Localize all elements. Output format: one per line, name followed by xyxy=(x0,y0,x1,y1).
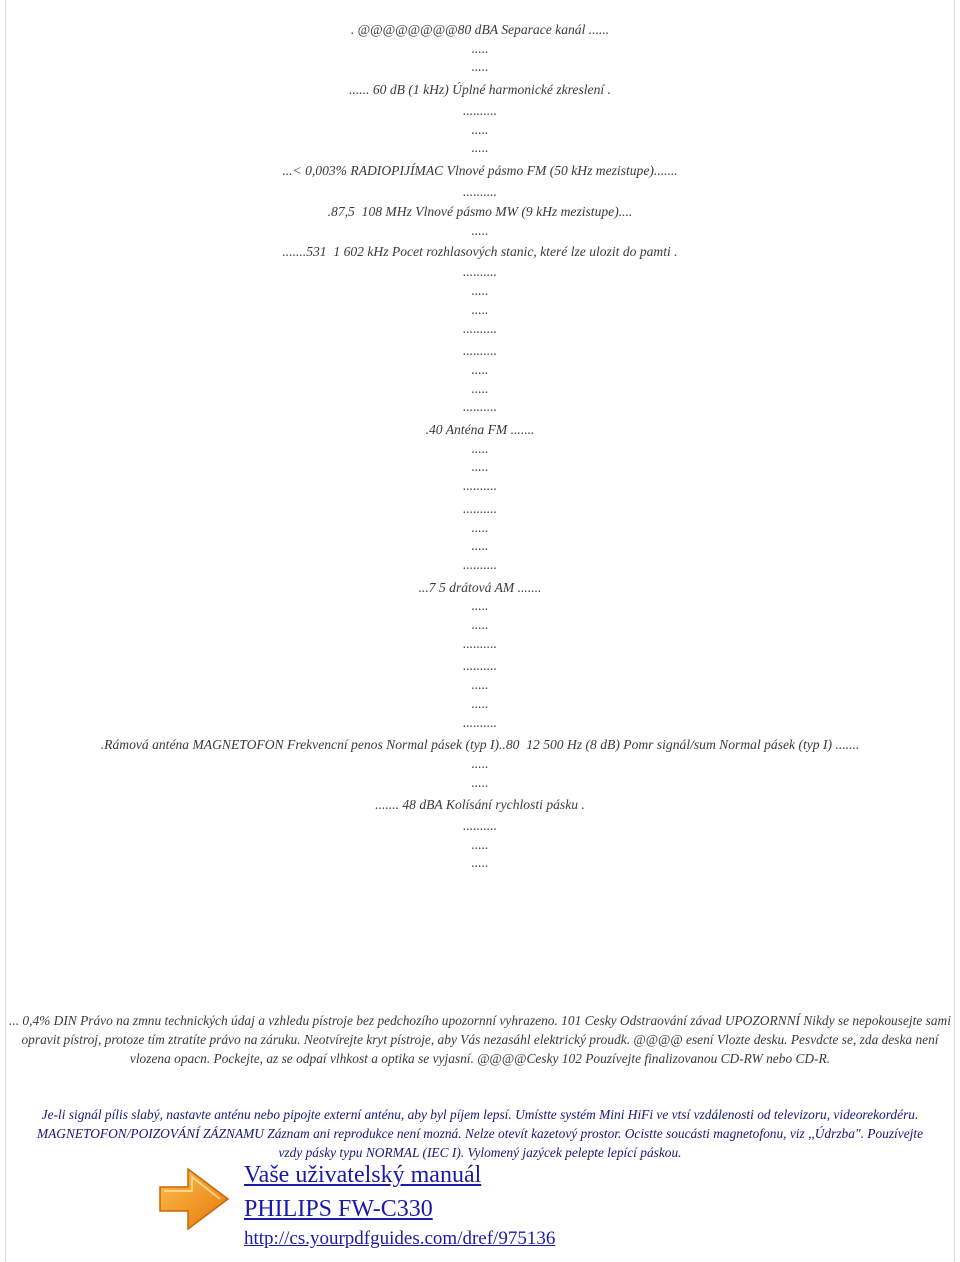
spec-line: ..... xyxy=(471,538,489,554)
spec-line: .......... xyxy=(463,320,497,336)
spec-line: ...< 0,003% RADIOPIJÍMAC Vlnové pásmo FM (50 kHz mezistupe)....... xyxy=(282,162,678,178)
spec-line: ..... xyxy=(471,301,489,317)
spec-line: ..... xyxy=(471,836,489,852)
spec-line: ..... xyxy=(471,59,489,75)
spec-line: ..... xyxy=(471,598,489,614)
spec-line: .......531 1 602 kHz Pocet rozhlasových stanic, které lze ulozit do pamti . xyxy=(282,243,678,259)
spec-line: ..... xyxy=(471,677,489,693)
spec-line: ..... xyxy=(471,283,489,299)
spec-line: .......... xyxy=(463,183,497,199)
spec-line: ..... xyxy=(471,121,489,137)
spec-line: .......... xyxy=(463,818,497,833)
paragraph-specs-troubleshooting: ... 0,4% DIN Právo na zmnu technických údaj a vzhledu pístroje bez pedchozího upozornní vyhrazeno. 101 Cesky Odstraování závad UPOZORNNÍ Nikdy se nepokousejte sami opravit pístroj, protoze tím ztratíte právo na záruku. Neotvírejte kryt pístroje, aby Vás nezasáhl elektrický proudk. @@@@ esení Vlozte desku. Pesvdcte se, zda deska není vlozena opacn. Pockejte, az se odpaí vlhkost a optika se vyjasní. @@@@Cesky 102 Pouzívejte finalizovanou CD-RW nebo CD-R. xyxy=(9,1013,951,1066)
spec-line: ..... xyxy=(471,223,489,238)
spec-line: .......... xyxy=(463,714,497,730)
spec-line: ..... xyxy=(471,440,489,456)
spec-line: .......... xyxy=(463,556,497,572)
spec-line: ...7 5 drátová AM ....... xyxy=(418,579,542,595)
spec-line: ..... xyxy=(471,755,489,771)
spec-line: .......... xyxy=(463,399,497,415)
spec-line: .......... xyxy=(463,500,497,516)
manual-link[interactable]: Vaše uživatelský manuál xyxy=(244,1162,482,1188)
spec-line: ..... xyxy=(471,855,489,871)
spec-line: ..... xyxy=(471,617,489,632)
spec-line: . @@@@@@@@80 dBA Separace kanál ...... xyxy=(350,22,610,37)
url-link[interactable]: http://cs.yourpdfguides.com/dref/975136 xyxy=(244,1228,556,1249)
spec-line: ..... xyxy=(471,695,489,711)
spec-line: ..... xyxy=(471,774,489,790)
spec-line: ..... xyxy=(471,361,489,377)
spec-line: ..... xyxy=(471,519,489,535)
arrow-logo-icon xyxy=(158,1165,230,1233)
spec-line: ..... xyxy=(471,40,489,56)
spec-line: ...... 60 dB (1 kHz) Úplné harmonické zkreslení . xyxy=(349,82,611,98)
spec-line: .......... xyxy=(463,658,497,674)
spec-line: .40 Anténa FM ....... xyxy=(425,422,535,437)
spec-line: ..... xyxy=(471,380,489,396)
spec-line: .87,5 108 MHz Vlnové pásmo MW (9 kHz mezistupe).... xyxy=(327,204,633,220)
spec-line: ..... xyxy=(471,459,489,475)
spec-line: .......... xyxy=(463,343,497,359)
spec-line: .......... xyxy=(463,102,497,118)
spec-line: .......... xyxy=(463,264,497,280)
spec-line: .......... xyxy=(463,635,497,651)
paragraph-troubleshooting: Je-li signál pílis slabý, nastavte anténu nebo pipojte externí anténu, aby byl píjem lepsí. Umístte systém Mini HiFi ve vtsí vzdálenosti od televizoru, videorekordéru. MAGNETOFON/POIZOVÁNÍ ZÁZNAMU Záznam ani reprodukce není mozná. Nelze otevít kazetový prostor. Ocistte soucásti magnetofonu, viz ,,Údrzba". Pouzívejte vzdy pásky typu NORMAL (IEC I). Vylomený jazýcek pelepte lepící páskou. xyxy=(36,1107,924,1160)
spec-line: .......... xyxy=(463,478,497,494)
spec-line: .Rámová anténa MAGNETOFON Frekvencní penos Normal pásek (typ I)..80 12 500 Hz (8 dB) Pomr signál/sum Normal pásek (typ I) ....... xyxy=(100,737,860,753)
spec-line: ..... xyxy=(471,140,489,156)
spec-line: ....... 48 dBA Kolísání rychlosti pásku . xyxy=(375,797,585,813)
model-link[interactable]: PHILIPS FW-C330 xyxy=(244,1196,433,1222)
